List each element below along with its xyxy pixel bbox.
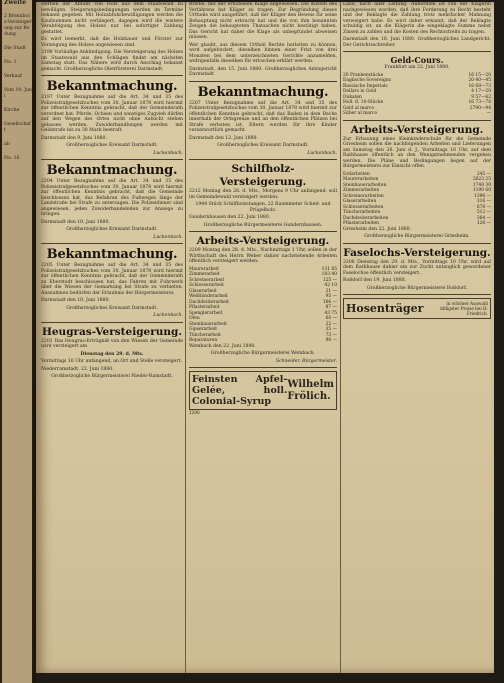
article-text: Es wird bemerkt, daß die Holzhauer und Förster zur Vorzeigung des Holzes angewiesen sind. xyxy=(41,37,183,48)
column-right xyxy=(343,2,491,673)
auction-office: Großherzogliche Bürgermeisterei Gundernhausen. xyxy=(203,222,323,228)
row-value: 2623 25 xyxy=(472,177,491,182)
section-divider xyxy=(41,159,183,160)
auction-block xyxy=(189,235,337,364)
column-middle xyxy=(189,2,337,673)
row-value: 1190 60 xyxy=(472,188,491,193)
auction-date: Wembach den 22. Juni 1880. xyxy=(189,343,256,349)
row-label: Pflasterarbeiten xyxy=(343,221,379,226)
row-value: — xyxy=(486,111,491,116)
notice-body: 2197 Unter Bezugnahme auf die Art. 34 und 35 des Polizeistrafgesetzbuches vom 30. Januar 1878 wird hiermit zur öffentlichen Kenntnis gebracht, daß der Gemeinderath verordnet hat: Pferde, Ochsen und sonstiges Zugvieh dürfen auf den Wegen des Ortes nicht ohne Aufsicht stehen gelassen werden. Zuwiderhandlungen werden mit Geldstrafe bis zu 30 Mark bestraft. xyxy=(41,95,183,133)
column-rule xyxy=(185,2,186,673)
auction-title: Schilfholz-Versteigerung. xyxy=(219,163,307,188)
auction-body: Vormittags 10 Uhr anfangend, an Ort und Stelle versteigert. xyxy=(41,359,182,364)
auction-title: Arbeits-Versteigerung. xyxy=(350,123,484,136)
row-value: 512 — xyxy=(476,210,491,215)
notice-office: Großherzogliches Kreisamt Darmstadt. xyxy=(66,305,158,311)
row-label: Steinhauerarbeiten xyxy=(343,182,387,188)
margin-line: Vom 19. Juni xyxy=(4,88,32,99)
section-divider xyxy=(189,231,337,232)
notice-signature: Luckenbach. xyxy=(307,150,337,156)
row-label: Dachdeckerarbeiten xyxy=(343,215,389,221)
newspaper-page xyxy=(36,2,494,673)
notice-signature: Luckenbach. xyxy=(153,313,183,318)
row-value: 1748 30 xyxy=(472,182,491,188)
notice-office: Großherzogliches Kreisamt Darmstadt. xyxy=(217,143,309,148)
article-text: Wer glaubt, aus diesem Urtheil Rechte herleiten zu können, wird aufgefordert, dieselben binnen einer Frist von drei Monaten bei dem unterzeichneten Gerichte anzumelden, widrigenfalls dieselben für erloschen erklärt werden. xyxy=(189,42,337,64)
row-value: 43 75 xyxy=(324,310,337,316)
auction-block xyxy=(189,163,337,228)
row-label: Erdarbeiten xyxy=(343,171,370,177)
auction-date: Gundernhausen den 22. Juni 1880. xyxy=(189,215,271,220)
rates-table xyxy=(343,73,491,117)
notice-block xyxy=(41,247,183,319)
row-value: 125 — xyxy=(322,277,337,283)
notice-date: Darmstadt den 10. Juni 1880. xyxy=(41,219,110,225)
row-label: Gipserarbeit xyxy=(189,327,217,332)
margin-line: Verkauf xyxy=(4,74,22,79)
auction-block xyxy=(343,247,491,292)
notice-block xyxy=(189,85,337,157)
auction-signature: Schneider, Bürgermeister. xyxy=(275,358,337,364)
auction-block xyxy=(41,326,183,380)
row-label: Tüncherarbeit xyxy=(189,332,221,338)
rates-subtitle: Frankfurt am 22. Juni 1880. xyxy=(384,65,450,70)
row-value: 9 57—62 xyxy=(471,94,491,100)
auction-items: 1944 Stück Schilfholzstangen, 22 Raummeter Scheit- und Prügelholz. xyxy=(195,202,331,213)
row-label: Weißbinderarbeit xyxy=(189,294,228,299)
notice-signature: Luckenbach. xyxy=(153,234,183,240)
row-value: 2790—94 xyxy=(469,105,491,111)
auction-office: Großherzogliche Bürgermeisterei Roßdorf. xyxy=(366,285,468,291)
row-value: 73 — xyxy=(325,332,337,338)
row-value: 60 — xyxy=(325,316,337,321)
section-divider xyxy=(41,75,183,76)
ad-merchant: in schöner Auswahl billigster Preise bei H. Friedrich. xyxy=(440,301,488,316)
notice-title: Bekanntmachung. xyxy=(46,163,178,178)
row-label: Glaserarbeit xyxy=(189,288,217,294)
advertisement-syrup xyxy=(189,371,337,410)
row-value: 316 — xyxy=(476,199,491,204)
notice-block xyxy=(41,79,183,156)
row-label: Schlosserarbeit xyxy=(189,283,224,288)
margin-line: Die Stadt xyxy=(4,46,26,51)
section-divider xyxy=(41,243,183,244)
auction-body: 2206 Dienstag den 29. d. Mts., Vormittags 10 Uhr, wird auf dem Rathhause dahier ein zur Zucht untauglich gewordener Faselochse öffentlich versteigert. xyxy=(343,259,491,276)
auction-title: Arbeits-Versteigerung. xyxy=(196,235,330,247)
row-label: Schreinerarbeiten xyxy=(343,193,384,199)
row-value: 22 — xyxy=(325,321,337,327)
margin-line: Kirche xyxy=(4,108,20,113)
auction-office: Großherzogliche Bürgermeisterei Griesheim. xyxy=(364,234,470,239)
section-divider xyxy=(343,120,491,121)
auction-date: Niederramstadt, 22. Juni 1880. xyxy=(41,366,114,372)
row-label: Ofen xyxy=(189,316,200,321)
row-label: Englische Sovereigns xyxy=(343,78,391,83)
row-label: Zimmerarbeiten xyxy=(343,188,380,193)
row-label: Dollars in Gold xyxy=(343,89,377,94)
row-label: Reparaturen xyxy=(189,338,218,343)
notice-office: Großherzogliches Kreisamt Darmstadt. xyxy=(66,143,158,148)
auction-title: Heugras-Versteigerung. xyxy=(41,325,183,338)
row-label: 20 Frankenstücke xyxy=(343,72,384,78)
row-value: 21 — xyxy=(325,288,337,294)
row-value: 678 — xyxy=(476,204,491,210)
ad-number: 2200 xyxy=(189,410,200,415)
article-text: Land, nach aller Leitung. Außerdem ist von der Klägerin nachgewiesen worden, daß ihre Forderung zu Recht besteht und der Beklagte die Zahlung trotz mehrfacher Mahnung verweigert habe. Es wird daher erkannt, daß der Beklagte schuldig ist, an die Klägerin die eingeklagte Summe nebst Zinsen zu zahlen und die Kosten des Rechtsstreits zu tragen. xyxy=(343,2,491,35)
article-text: werben der Abfuhr von Holz aus dem Staatswald zu bewilligen. Steigerungsbedingungen werden im Termine bekannt gegeben. Mit Holzabfuhrbewilligungen werden die Kaufsummen nicht verlängert, dagegen wird die weitere Verabfolgung des Holzes nur bei sofortiger Zahlung gestattet. xyxy=(41,2,183,35)
row-value: 183 40 xyxy=(321,272,337,277)
auction-office: Großherzogliche Bürgermeisterei Nieder-Ramstadt. xyxy=(51,374,173,379)
row-label: Maurerarbeit xyxy=(189,266,220,272)
row-label: Russische Imperials xyxy=(343,83,388,89)
row-label: Silber al marco xyxy=(343,111,378,116)
notice-block xyxy=(41,163,183,240)
article-text: 2198 Vorläufige Ankündigung. Die Versteigerung des Holzes im Staatswald aus den Schlägen findet am nächsten Samstag statt. Das Nähere wird durch Anschlag bekannt gemacht. Großherzogliche Oberförsterei Darmstadt. xyxy=(41,50,183,72)
rate-row xyxy=(343,111,491,117)
row-label: Schreinerarbeit xyxy=(189,277,225,283)
row-label: Holl. fl. 10-Stücke xyxy=(343,100,384,105)
row-label: Spenglerarbeit xyxy=(189,310,223,316)
row-value: 16 15—20 xyxy=(468,72,491,78)
section-divider xyxy=(189,81,337,82)
notice-date: Darmstadt den 10. Juni 1880. xyxy=(41,298,110,303)
notice-title: Bekanntmachung. xyxy=(46,79,178,94)
row-value: 16 73—78 xyxy=(468,100,491,105)
row-value: 364 — xyxy=(476,215,491,221)
row-label: Gold al marco xyxy=(343,105,375,111)
row-value: 131 85 xyxy=(321,266,337,272)
exchange-rates xyxy=(343,55,491,117)
margin-line: 2 Brennholz-Versteigerung zur Rodung xyxy=(4,14,32,37)
margin-heading: Zweite xyxy=(4,0,27,6)
margin-line: No. 1 xyxy=(4,60,17,65)
notice-date: Darmstadt den 12. Juni 1880. xyxy=(189,135,258,141)
margin-line: Gesellschaft xyxy=(4,122,31,133)
row-value: 16 68—73 xyxy=(468,83,491,89)
notice-body: 2205 Unter Bezugnahme auf die Art. 34 und 35 des Polizeistrafgesetzbuches vom 30. Januar 1878 wird hiermit zur öffentlichen Kenntnis gebracht, daß der Gemeinderath zu Eberstadt beschlossen hat, das Fahren mit Fuhrwerk über die Wiesen der Gemarkung bei Strafe zu verbieten. Ausnahmen bedürfen der Erlaubnis der Bürgermeisterei. xyxy=(41,263,183,296)
work-list xyxy=(343,172,491,227)
article-text: Bredel, mit der erhobenen Klage abgewiesen. Die Kosten des Verfahrens hat Kläger zu tragen. Zur Begründung dieses Urtheils wird ausgeführt, daß der Kläger den Beweis für seine Behauptung nicht erbracht hat und die von ihm benannten Zeugen die behaupteten Thatsachen nicht bestätigt haben. Das Gericht hat daher die Klage als unbegründet abweisen müssen. xyxy=(189,2,337,40)
row-label: Dukaten xyxy=(343,94,362,100)
margin-line: No. 16. xyxy=(4,156,21,161)
rates-title: Geld-Cours. xyxy=(390,55,444,65)
article-text: Darmstadt, den 15. Juni 1880. Großherzogliches Amtsgericht Darmstadt. xyxy=(189,66,337,77)
auction-title: Faselochs-Versteigerung. xyxy=(343,246,491,259)
advertisement-braces xyxy=(343,298,491,319)
row-value: 42 10 xyxy=(324,283,337,288)
notice-title: Bekanntmachung. xyxy=(197,84,329,100)
row-value: 98 — xyxy=(325,338,337,343)
notice-office: Großherzogliches Kreisamt Darmstadt. xyxy=(66,227,158,232)
work-list xyxy=(189,267,337,344)
column-rule xyxy=(340,2,341,673)
section-divider xyxy=(343,51,491,52)
auction-body: Zur Erbauung eines Kleinkinderschule für die Gemeinde Griesheim sollen die nachfolgenden Arbeiten und Lieferungen am Samstag den 26. Juni d. J., Vormittags 10 Uhr, auf dem Rathhause öffentlich an den Wenigstnehmenden vergeben werden. Die Pläne und Bedingungen liegen auf der Bürgermeisterei zur Einsicht offen. xyxy=(343,136,491,169)
ad-merchant: Wilhelm Frölich. xyxy=(287,378,334,402)
row-value: 95 — xyxy=(325,294,337,299)
row-label: Schlosserarbeiten xyxy=(343,204,384,210)
adjacent-page-edge xyxy=(2,0,32,683)
row-label: Steinhauerarbeit xyxy=(189,321,227,327)
column-left xyxy=(41,2,183,673)
row-label: Pflasterarbeit xyxy=(189,305,220,310)
row-value: 166 — xyxy=(322,299,337,305)
row-label: Tüncherarbeiten xyxy=(343,210,381,215)
auction-block xyxy=(343,124,491,240)
margin-line: ab xyxy=(4,142,10,147)
auction-when: Dienstag den 29. d. Mts. xyxy=(80,351,144,357)
section-divider xyxy=(189,159,337,160)
ad-text: Feinsten Apfel-Gelée, holl. Colonial-Syrup xyxy=(192,374,288,407)
section-divider xyxy=(41,322,183,323)
notice-date: Darmstadt den 9. Juni 1880. xyxy=(41,135,107,141)
row-label: Glaserarbeiten xyxy=(343,199,377,204)
row-value: 35 — xyxy=(325,327,337,332)
notice-body: 2204 Unter Bezugnahme auf die Art. 34 und 35 des Polizeistrafgesetzbuches vom 30. Januar 1878 wird hiermit zur öffentlichen Kenntnis gebracht, daß die Gemeinde beschlossen hat, das Befahren des Fußweges längs der Landstraße bei Strafe zu untersagen. Die Polizeidiener sind angewiesen, jeden Zuwiderhandelnden zur Anzeige zu bringen. xyxy=(41,179,183,217)
row-label: Maurerarbeiten xyxy=(343,177,379,182)
row-value: 245 — xyxy=(476,171,491,177)
notice-body: 2207 Unter Bezugnahme auf die Art. 34 und 35 des Polizeistrafgesetzbuches vom 30. Januar 1878 wird hiermit zur öffentlichen Kenntnis gebracht, daß das Baden in dem Bache innerhalb der Ortsgrenze und an den öffentlichen Plätzen bei Strafe verboten ist. Eltern werden für ihre Kinder verantwortlich gemacht. xyxy=(189,100,337,133)
auction-date: Roßdorf den 19. Juni 1880. xyxy=(343,278,407,283)
row-value: 128 — xyxy=(476,221,491,226)
section-divider xyxy=(343,294,491,295)
section-divider xyxy=(343,243,491,244)
article-text: Darmstadt den 18. Juni 1880. Großherzogliches Landgericht. Der Gerichtsschreiber. xyxy=(343,37,491,48)
notice-title: Bekanntmachung. xyxy=(46,247,178,262)
auction-body: 2201 Das Heugras-Erträgniß von den Wiesen der Gemeinde wird versteigert am xyxy=(41,338,183,349)
row-label: Zimmerarbeit xyxy=(189,272,220,277)
notice-signature: Luckenbach. xyxy=(153,150,183,156)
row-value: 87 — xyxy=(325,305,337,310)
row-value: 1396 — xyxy=(474,193,491,199)
ad-text: Hosenträger xyxy=(346,302,424,315)
auction-body: 2212 Montag den 28. d. Mts., Morgens 9 Uhr anfangend, soll im Gemeindewald versteigert werden: xyxy=(189,189,337,200)
section-divider xyxy=(189,367,337,368)
row-value: 4 17—20 xyxy=(471,89,491,94)
row-label: Dachdeckerarbeit xyxy=(189,299,229,305)
auction-date: Griesheim den 22. Juni 1880. xyxy=(343,226,412,232)
auction-body: 2209 Montag den 28. d. Mts., Nachmittags 1 Uhr, sollen in der Wirthschaft des Herrn Weber dahier nachstehende Arbeiten öffentlich versteigert werden: xyxy=(189,248,337,264)
auction-office: Großherzogliche Bürgermeisterei Wembach. xyxy=(210,351,316,356)
row-value: 20 40—45 xyxy=(468,78,491,83)
